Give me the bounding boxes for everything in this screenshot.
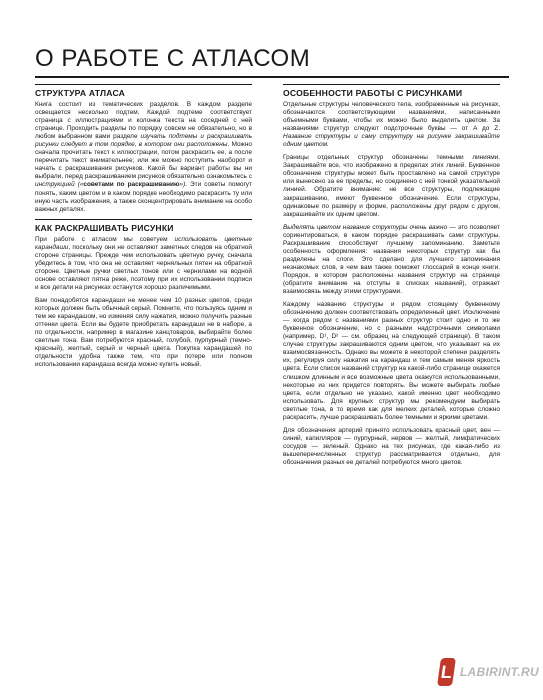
text-span: . Эти советы помогут понять, каким цветом и в каком порядке необходимо раскрасить ту или иную часть изображения, а также сконцентрировать внимание на особо важных деталях. <box>35 181 252 213</box>
text-span: . Можно сначала прочитать текст к иллюстрации, потом раскрасить ее, а после перечитать текст внимательнее; или же можно поступить наоборот и начать с раскрашивания рисунков. Какой бы вариант работы вы ни выбрали, перед раскрашиванием рисунков обязательно ознакомьтесь с <box>35 141 253 181</box>
bold-text: советами по раскрашиванию <box>83 181 180 189</box>
title-rule <box>35 76 509 78</box>
paragraph: Каждому названию структуры и рядом стоящему буквенному обозначению должен соответствовать определенный цвет. Исключение — когда рядом с названиями разных структур стоит одно и то же буквенное обозначение, но с разными надстрочными символами (например, D¹, D² — см. образец на следующей странице). В таком случае структуры закрашиваются одним цветом, что указывает на их взаимосвязанность. Однако вы можете в некоторой степени разделять их, регулируя силу нажатия на карандаш и тем самым меняя яркость цвета. Если список названий структур на какой-либо странице окажется слишком длинным и все возможные цвета окажутся использованными, некоторые из них придется повторять. Вы можете выбирать любые цвета, если отдельно не указано, какой именно цвет необходимо использовать. Для крупных структур мы рекомендуем выбирать светлые тона, в то время как для мелких деталей, которые сложно раскрасить, лучше раскрашивать более темными и яркими цветами. <box>283 301 500 421</box>
paragraph: Для обозначения артерий принято использовать красный цвет, вен — синий, капилляров — пурпурный, нервов — желтый, лимфатических сосудов — зеленый. Однако на тех рисунках, где какая-либо из вышеперечисленных структур рассматривается отдельно, для обозначения разных ее деталей потребуются много цветов. <box>283 426 500 466</box>
left-column <box>35 83 252 374</box>
emphasis-text: ») <box>179 181 186 189</box>
emphasis-text: инструкцией (« <box>35 181 84 189</box>
text-span: — это позволяет сориентироваться, в каком порядке раскрашивать сами структуры. Раскрашивание способствует лучшему запоминанию. Заметьте особенность оформления: названия некоторых структур как бы разделены на слоги. Это сделано для лучшего запоминания незнакомых слов, в чем вам также поможет глоссарий в конце книги. Порядок, в котором расположены названия структур на странице (обратите внимание на отступы в списках названий), отражает взаимосвязь между этими структурами. <box>283 223 500 296</box>
emphasis-text: изучать подтемы и раскрашивать рисунки следует в том порядке, в котором они расположены <box>35 133 252 149</box>
emphasis-text: Название структуры и саму структуру на рисунке закрашивайте одним цветом. <box>283 133 500 149</box>
section-heading-features: ОСОБЕННОСТИ РАБОТЫ С РИСУНКАМИ <box>283 88 463 98</box>
paragraph <box>283 101 500 149</box>
text-span: , поскольку они не оставляют заметных следов на обратной стороне страницы. Прежде чем использовать цветную ручку, сначала убедитесь в том, что она не оставляет черняльных пятен на обратной стороне. Цветные ручки светлых тонов или с чернилами на водной основе оставляют пятна реже, поэтому при их использовании подписи и все детали на рисунках останутся хорошо различимыми. <box>35 243 252 291</box>
section-heading-structure: СТРУКТУРА АТЛАСА <box>35 88 126 98</box>
paragraph: Границы отдельных структур обозначены темными линиями. Закрашивайте все, что изображено в пределах этих линий. Буквенное обозначение структуры может быть проставлено на самой структуре или вынесено за ее пределы, но соединено с ней тонкой указательной линией. Обратите внимание: не все структуры, подлежащие закрашиванию, имеют буквенное обозначение. Если структуры, одинаковые по размеру и форме, расположены друг рядом с другом, закрашивайте их одним цветом. <box>283 154 500 218</box>
paragraph <box>35 236 252 292</box>
section-rule <box>35 219 252 220</box>
text-span: Отдельные структуры человеческого тела, изображенные на рисунках, обозначаются соответствующими названиями, написанными объемными буквами, чтобы их можно было выделить цветом. За названиями структур следуют подстрочные буквы — от A до Z. <box>283 101 500 133</box>
paragraph <box>35 101 252 214</box>
emphasis-text: использовать цветные карандаши <box>35 235 252 251</box>
watermark <box>439 648 539 696</box>
page-title: О РАБОТЕ С АТЛАСОМ <box>35 45 311 72</box>
watermark-text: LABIRINT.RU <box>459 665 539 679</box>
emphasis-text: Выделять цветом название структуры очень важно <box>283 223 448 231</box>
text-span: При работе с атласом мы советуем <box>35 235 175 243</box>
section-rule <box>35 84 252 85</box>
text-span: Книга состоит из тематических разделов. В каждом разделе освещается несколько подтем. Каждой подтеме соответствует страница с иллюстрациями и колонка текста на соседней с ней странице. Проходить разделы по порядку совсем не обязательно, но в любом выбранном вами разделе <box>35 101 252 141</box>
labirint-logo-icon: L <box>437 658 456 686</box>
right-column <box>283 83 500 472</box>
paragraph <box>283 224 500 296</box>
section-heading-coloring: КАК РАСКРАШИВАТЬ РИСУНКИ <box>35 222 174 233</box>
paragraph: Вам понадобятся карандаши не менее чем 10 разных цветов, среди которых должен быть обычный серый. Помните, что пользуясь одним и тем же карандашом, но изменяя силу нажатия, можно получить разные оттенки цвета. Если вы будете приобретать карандаши не в наборе, а по отдельности, например в магазине канцтоваров, выбирайте более светлые тона. Вам потребуются красный, голубой, пурпурный (темно-красный), желтый, серый и черный цвета. Покупка карандашей по отдельности удобна также тем, что при потере или полном использовании карандаша всегда можно купить новый. <box>35 296 252 369</box>
section-rule <box>283 84 500 85</box>
